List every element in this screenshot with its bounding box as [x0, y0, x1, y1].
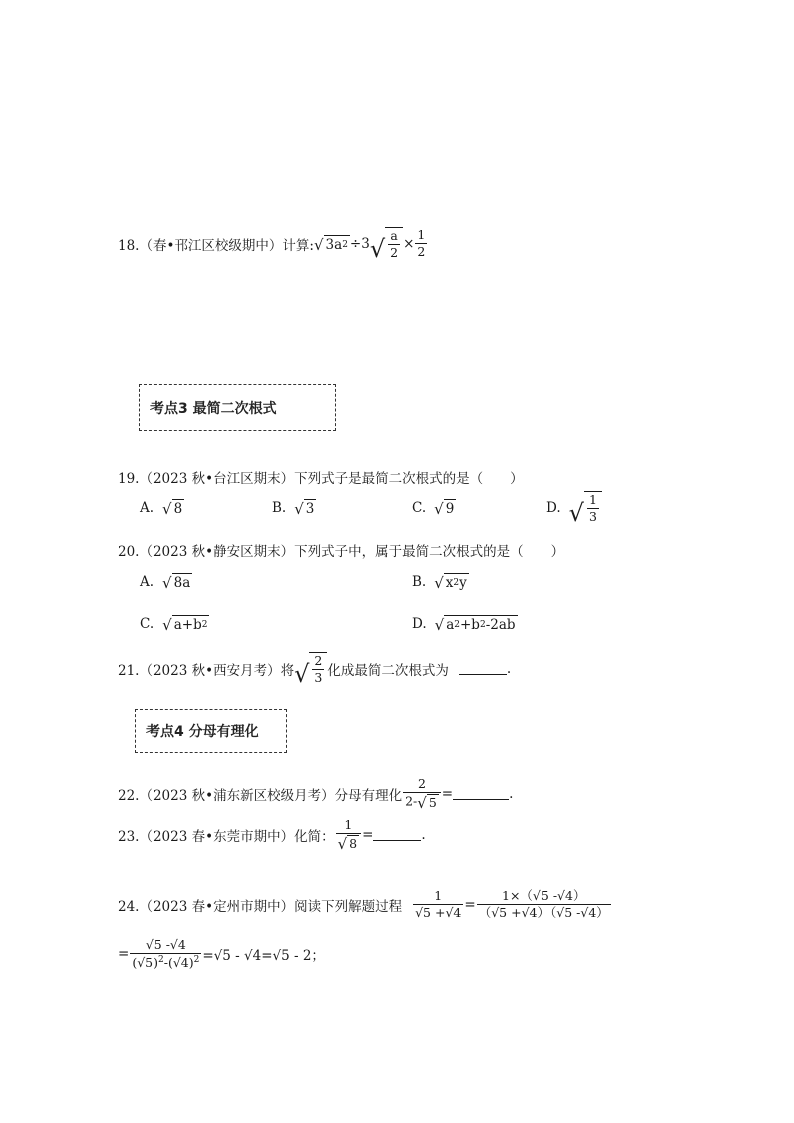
- section-3-heading: 考点3 最简二次根式: [139, 384, 336, 431]
- question-24: 24.（2023 春•定州市期中）阅读下列解题过程 $\frac{1}{√5 +√4}$ = $\frac{1\times(√5 -√4)}{(√5 +√4)(√5 -√4)}$: [118, 888, 609, 921]
- question-24-continued: = $\frac{√5 -√4}{(√5)^2-(√4)^2}$ =√5 - √4=√5 - 2；: [118, 937, 325, 971]
- question-22: 22.（2023 秋•浦东新区校级月考）分母有理化 2 2- √ 5 = .: [118, 776, 514, 812]
- sqrt-a-over-2: √ $\frac{a}{2}$: [370, 227, 403, 261]
- q19-option-b[interactable]: B. √ 3: [272, 500, 315, 518]
- q19-option-a[interactable]: A. √ 8: [140, 500, 183, 518]
- answer-blank-23[interactable]: [373, 828, 421, 841]
- question-19-text: 19.（2023 秋•台江区期末）下列式子是最简二次根式的是（ ）: [118, 471, 524, 487]
- question-21: 21.（2023 秋•西安月考）将 √ $\frac{2}{3}$ 化成最简二次根式为 .: [118, 653, 512, 688]
- q19-option-d[interactable]: D. √ $\frac{1}{3}$: [546, 491, 602, 525]
- question-20-text: 20.（2023 秋•静安区期末）下列式子中，属于最简二次根式的是（ ）: [118, 544, 565, 560]
- answer-blank-22[interactable]: [453, 787, 509, 800]
- q20-option-a[interactable]: A. √ 8a: [140, 574, 191, 592]
- fraction-expanded: $\frac{1\times(√5 -√4)}{(√5 +√4)(√5 -√4)}$: [478, 888, 609, 921]
- question-23: 23.（2023 春•东莞市期中）化简： 1 √ 8 = .: [118, 817, 426, 853]
- question-18-text: 18.（春•邗江区校级期中）计算:: [118, 237, 314, 254]
- q20-option-d[interactable]: D. √ a 2 +b 2 -2ab: [412, 616, 516, 634]
- q20-option-c[interactable]: C. √ a+b 2: [140, 616, 208, 634]
- sqrt-2-over-3: √ $\frac{2}{3}$: [294, 652, 327, 686]
- fraction-1-2: $\frac{1}{2}$: [417, 227, 426, 260]
- q20-option-b[interactable]: B. √ x 2 y: [412, 574, 467, 592]
- q19-option-c[interactable]: C. √ 9: [412, 500, 455, 518]
- fraction-2-over-2-minus-sqrt5: 2 2- √ 5: [403, 777, 441, 811]
- question-18: 18.（春•邗江区校级期中）计算: √ 3a 2 ÷3 √ $\frac{a}{2}$ × $\frac{1}{2}$: [118, 227, 426, 263]
- fraction-difference-of-squares: $\frac{√5 -√4}{(√5)^2-(√4)^2}$: [132, 937, 200, 971]
- fraction-1-over-sqrt5-plus-sqrt4: $\frac{1}{√5 +√4}$: [415, 888, 462, 921]
- section-4-heading: 考点4 分母有理化: [135, 709, 287, 753]
- answer-blank-21[interactable]: [459, 662, 507, 675]
- fraction-1-over-sqrt8: 1 √ 8: [336, 818, 362, 852]
- sqrt-3a2: √ 3a 2: [313, 235, 348, 254]
